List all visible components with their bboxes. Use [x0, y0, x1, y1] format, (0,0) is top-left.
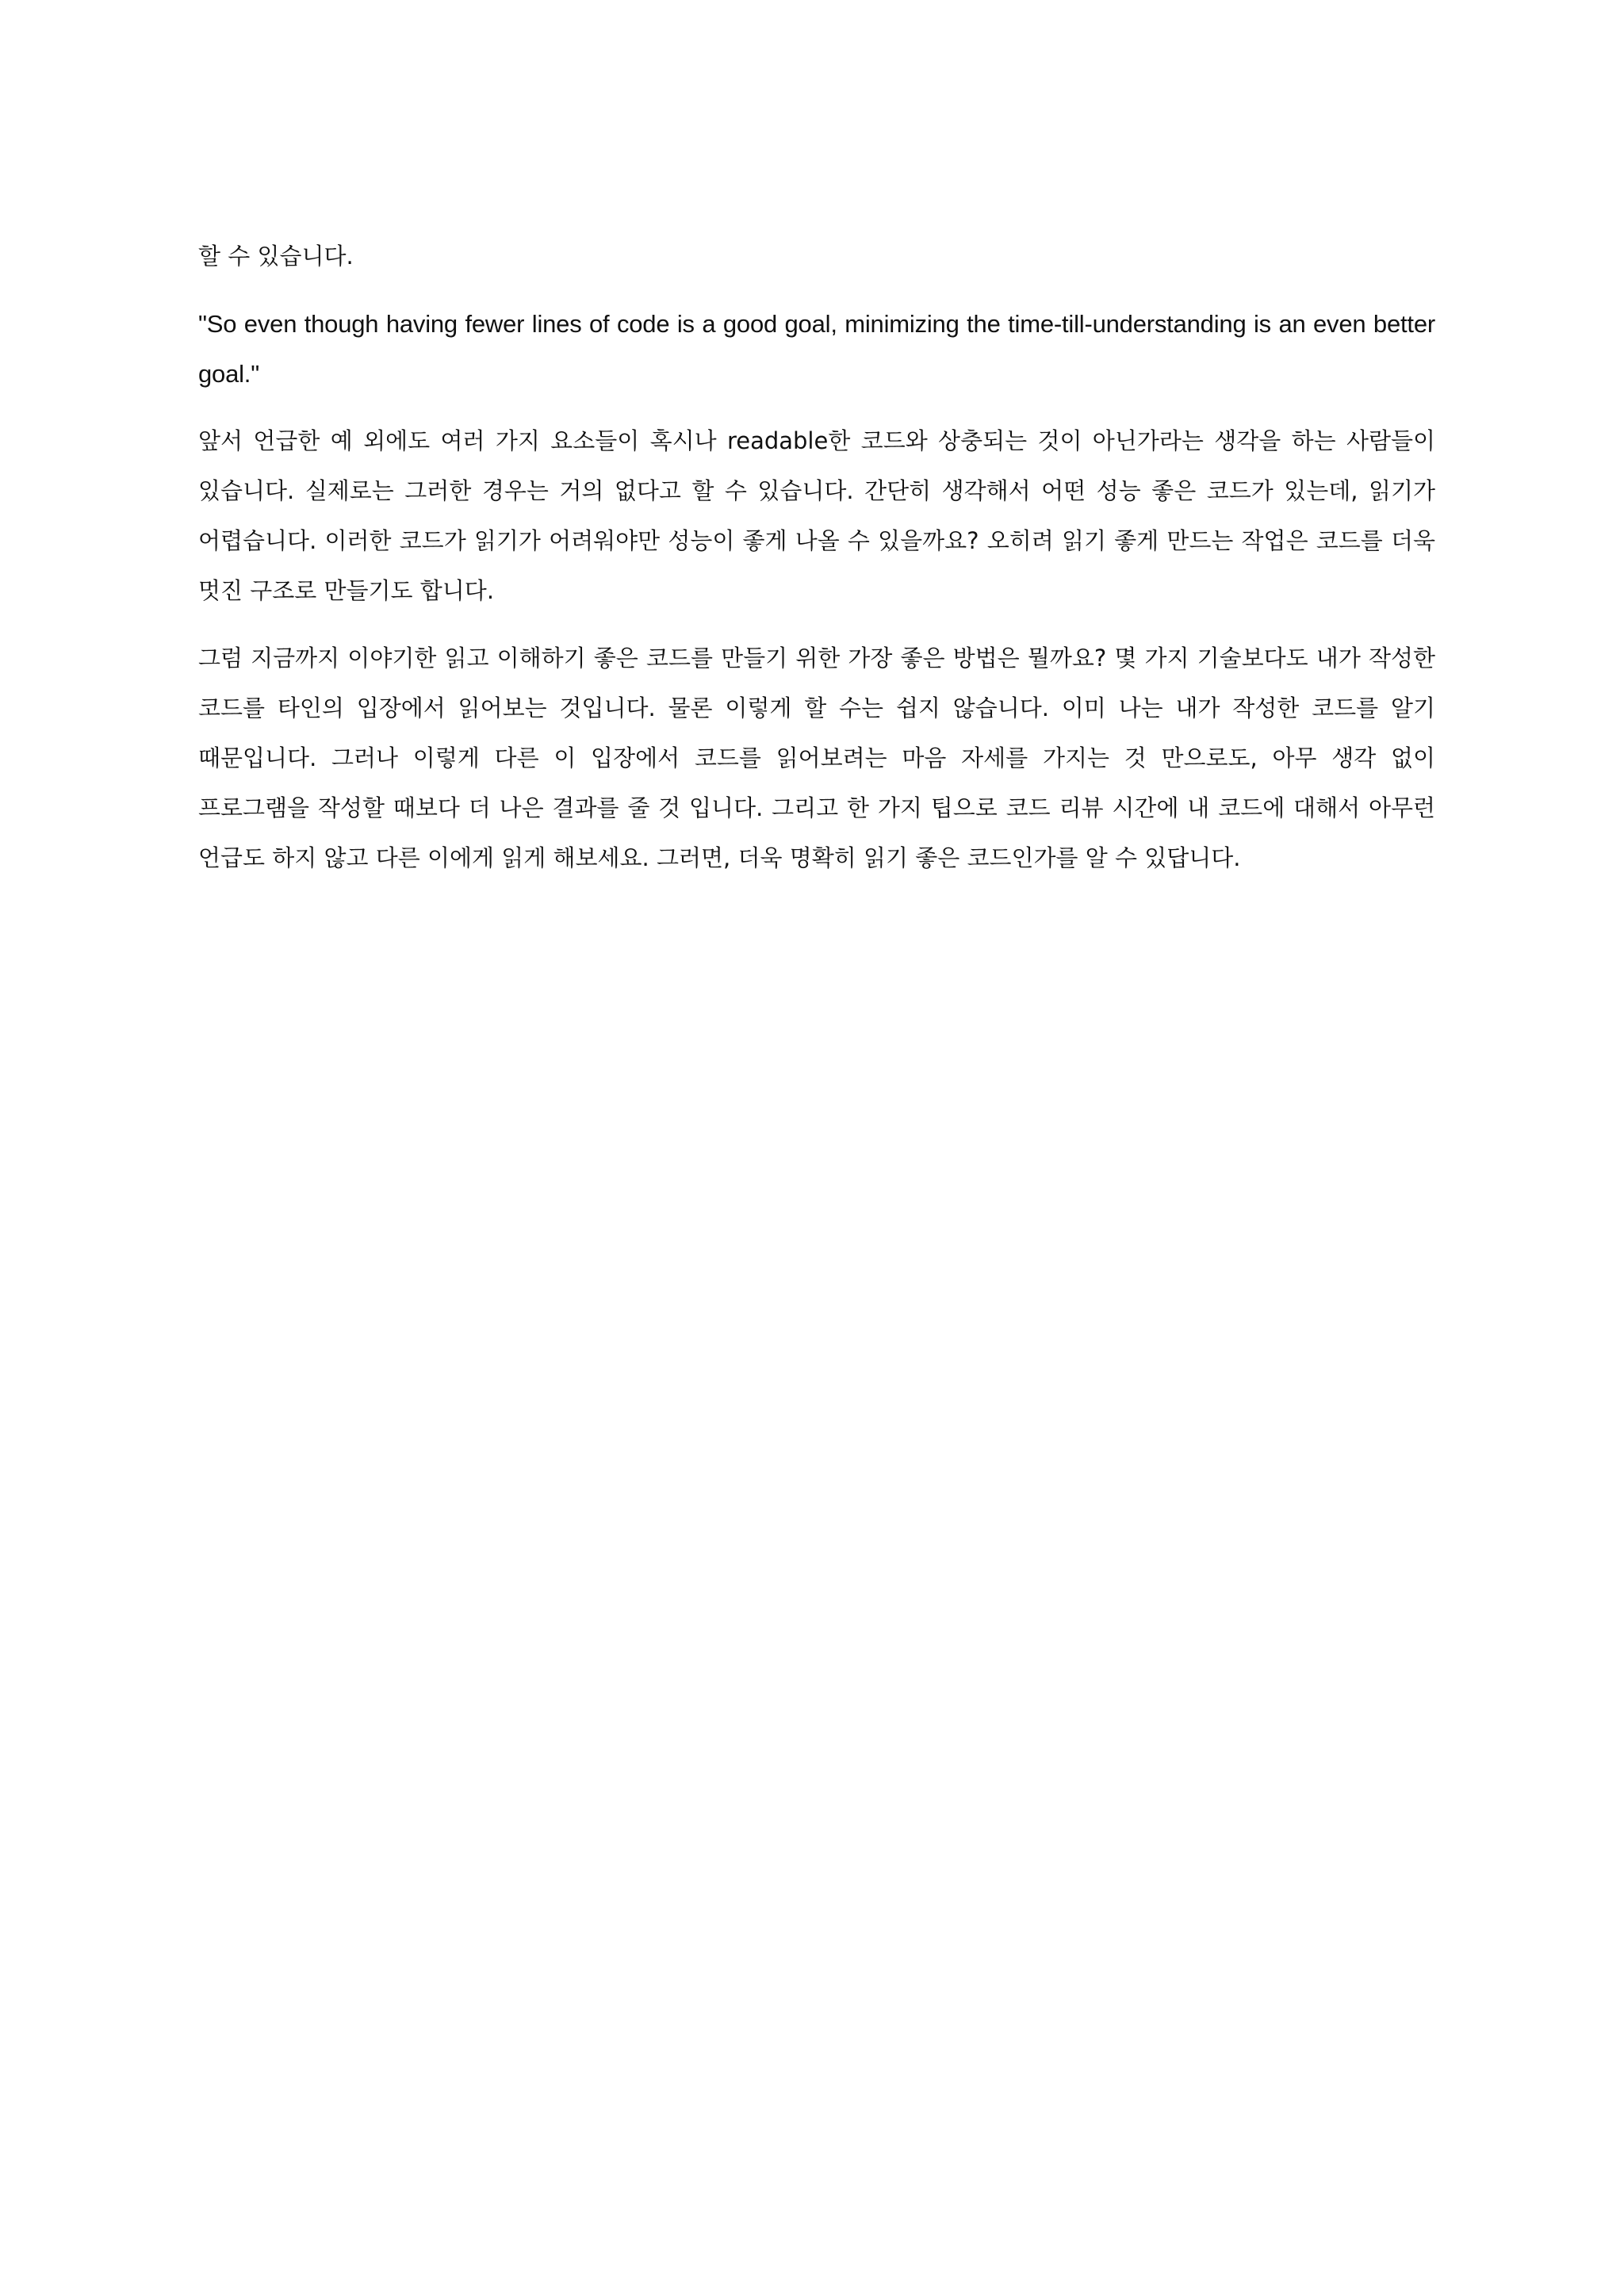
document-body: [198, 232, 1435, 901]
paragraph-readability-tradeoff: 앞서 언급한 예 외에도 여러 가지 요소들이 혹시나 readable한 코드와 상충되는 것이 아닌가라는 생각을 하는 사람들이 있습니다. 실제로는 그러한 경우는 거의 없다고 할 수 있습니다. 간단히 생각해서 어떤 성능 좋은 코드가 있는데, 읽기가 어렵습니다. 이러한 코드가 읽기가 어려워야만 성능이 좋게 나올 수 있을까요? 오히려 읽기 좋게 만드는 작업은 코드를 더욱 멋진 구조로 만들기도 합니다.: [198, 427, 1435, 604]
paragraph-best-method: 그럼 지금까지 이야기한 읽고 이해하기 좋은 코드를 만들기 위한 가장 좋은 방법은 뭘까요? 몇 가지 기술보다도 내가 작성한 코드를 타인의 입장에서 읽어보는 것입니다. 물론 이렇게 할 수는 쉽지 않습니다. 이미 나는 내가 작성한 코드를 알기 때문입니다. 그러나 이렇게 다른 이 입장에서 코드를 읽어보려는 마음 자세를 가지는 것 만으로도, 아무 생각 없이 프로그램을 작성할 때보다 더 나은 결과를 줄 것 입니다. 그리고 한 가지 팁으로 코드 리뷰 시간에 내 코드에 대해서 아무런 언급도 하지 않고 다른 이에게 읽게 해보세요. 그러면, 더욱 명확히 읽기 좋은 코드인가를 알 수 있답니다.: [198, 645, 1435, 871]
quote-paragraph: "So even though having fewer lines of code is a good goal, minimizing the time-till-understanding is an even better goal.": [198, 310, 1435, 388]
paragraph-continuation: 할 수 있습니다.: [198, 243, 354, 270]
